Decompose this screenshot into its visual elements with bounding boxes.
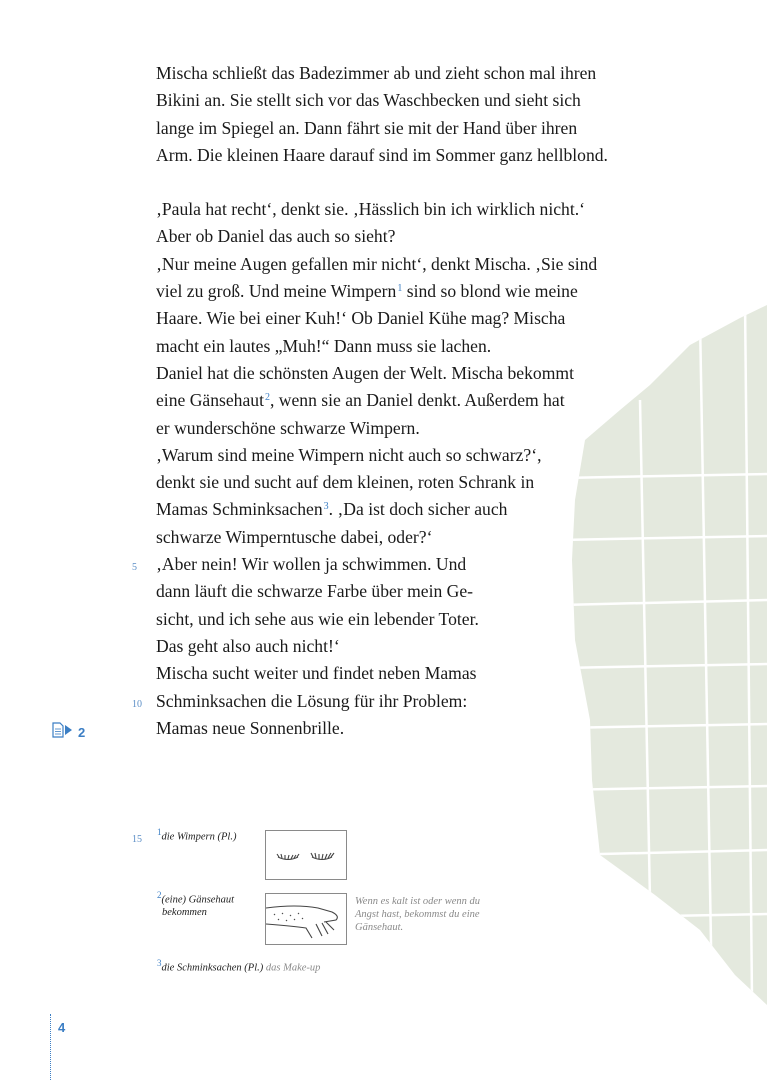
text-line: ‚Paula hat recht‘, denkt sie. ‚Hässlich bin ich wirklich nicht.‘: [156, 199, 585, 220]
text-line: macht ein lautes „Muh!“ Dann muss sie lachen.: [156, 335, 492, 356]
glossary-number: 2: [157, 890, 162, 900]
note-line: Wenn es kalt ist oder wenn du: [355, 896, 481, 907]
footnote-ref-3: 3: [323, 501, 329, 513]
text-line: Aber ob Daniel das auch so sieht?: [156, 226, 396, 247]
text-segment: . ‚Da ist doch sicher auch: [328, 499, 508, 520]
text-line: Mischa sucht weiter und findet neben Mamas: [156, 663, 477, 684]
glossary-term: die Wimpern (Pl.): [161, 831, 237, 843]
page-number: 4: [58, 1020, 66, 1035]
text-line: Daniel hat die schönsten Augen der Welt. Mischa bekommt: [156, 362, 574, 383]
audio-track-marker: [52, 722, 85, 743]
text-line: denkt sie und sucht auf dem kleinen, roten Schrank in: [156, 472, 535, 493]
text-line: Mamas neue Sonnenbrille.: [156, 717, 345, 738]
line-number-10: 10: [132, 699, 142, 710]
glossary-number: 1: [157, 827, 162, 837]
audio-track-number: 2: [78, 725, 86, 740]
text-line: ‚Aber nein! Wir wollen ja schwimmen. Und: [156, 554, 467, 575]
text-line: schwarze Wimperntusche dabei, oder?‘: [156, 526, 433, 547]
glossary-item-2: [157, 889, 234, 919]
glossary-item-3: [157, 957, 320, 975]
page-margin-rule: [50, 1014, 51, 1080]
text-line: ‚Warum sind meine Wimpern nicht auch so schwarz?‘,: [156, 444, 542, 465]
footnote-ref-2: 2: [264, 392, 270, 404]
text-segment: sind so blond wie meine: [402, 281, 578, 302]
text-line: [156, 387, 596, 414]
story-text: [156, 60, 608, 742]
text-line: lange im Spiegel an. Dann fährt sie mit der Hand über ihren: [156, 117, 578, 138]
text-line: ‚Nur meine Augen gefallen mir nicht‘, denkt Mischa. ‚Sie sind: [156, 253, 598, 274]
note-line: Gänsehaut.: [355, 922, 404, 933]
text-line: Haare. Wie bei einer Kuh!‘ Ob Daniel Kühe mag? Mischa: [156, 308, 566, 329]
glossary-note: [355, 895, 480, 934]
glossary-number: 3: [157, 958, 162, 968]
text-segment: , wenn sie an Daniel denkt. Außerdem hat: [269, 390, 565, 411]
text-segment: viel zu groß. Und meine Wimpern: [156, 281, 397, 302]
glossary-term: (eine) Gänsehaut: [161, 894, 235, 906]
line-number-15: 15: [132, 834, 142, 845]
text-segment: eine Gänsehaut: [156, 390, 264, 411]
note-line: Angst hast, bekommst du eine: [355, 909, 480, 920]
text-line: sicht, und ich sehe aus wie ein lebender Toter.: [156, 608, 479, 629]
eyelashes-illustration: [265, 830, 347, 880]
footnote-ref-1: 1: [397, 283, 403, 295]
text-line: er wunderschöne schwarze Wimpern.: [156, 417, 420, 438]
text-line: Arm. Die kleinen Haare darauf sind im Sommer ganz hellblond.: [156, 144, 608, 165]
glossary-term-line: [157, 889, 234, 907]
text-line: Das geht also auch nicht!‘: [156, 635, 340, 656]
glossary-definition: das Make-up: [263, 962, 321, 974]
text-line: Schminksachen die Lösung für ihr Problem:: [156, 690, 468, 711]
text-line: dann läuft die schwarze Farbe über mein Ge-: [156, 581, 474, 602]
audio-track-icon: [52, 722, 74, 743]
text-line: Mischa schließt das Badezimmer ab und zieht schon mal ihren: [156, 63, 597, 83]
line-number-5: 5: [132, 562, 137, 573]
goosebumps-arm-illustration: [265, 893, 347, 945]
glossary-item-1: [157, 826, 236, 844]
text-line: [156, 278, 596, 305]
glossary-term-line: bekommen: [162, 906, 207, 918]
glossary-term: die Schminksachen (Pl.): [161, 962, 264, 974]
text-line: [156, 496, 596, 523]
text-segment: Mamas Schminksachen: [156, 499, 323, 520]
text-line: Bikini an. Sie stellt sich vor das Waschbecken und sieht sich: [156, 90, 581, 111]
